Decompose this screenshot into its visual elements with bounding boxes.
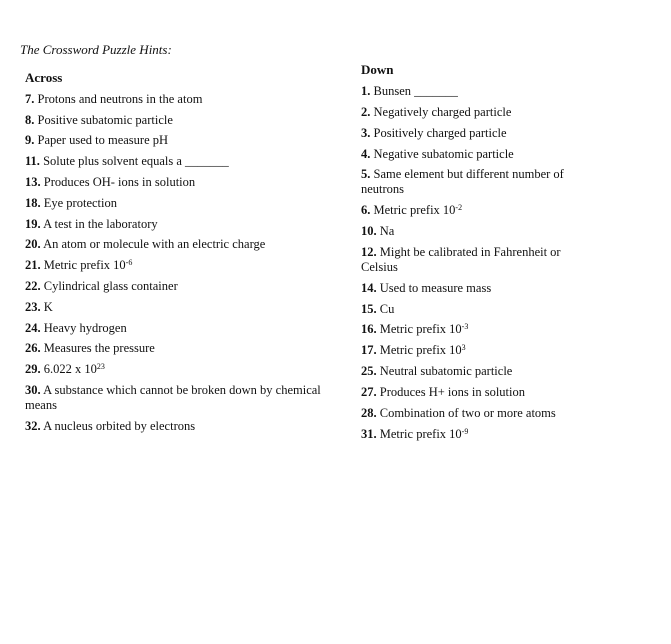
clue-number: 10. — [361, 224, 377, 238]
clue-number: 26. — [25, 341, 41, 355]
clue-number: 1. — [361, 84, 371, 98]
across-clue — [25, 92, 343, 107]
down-clue — [361, 281, 589, 296]
down-clue — [361, 167, 589, 197]
across-clue — [25, 321, 343, 336]
clue-number: 9. — [25, 133, 35, 147]
clue-text: Protons and neutrons in the atom — [37, 92, 203, 106]
down-clue — [361, 322, 589, 337]
clue-text: A substance which cannot be broken down by chemical means — [25, 383, 321, 412]
clue-text: Measures the pressure — [43, 341, 155, 355]
clue-number: 16. — [361, 322, 377, 336]
clue-number: 3. — [361, 126, 371, 140]
clue-text: Positively charged particle — [373, 126, 507, 140]
down-clue — [361, 364, 589, 379]
across-clue — [25, 175, 343, 190]
down-clue — [361, 343, 589, 358]
clue-number: 6. — [361, 203, 371, 217]
clue-exponent: -2 — [455, 203, 463, 212]
clue-number: 29. — [25, 362, 41, 376]
clue-text: Might be calibrated in Fahrenheit or Celsius — [361, 245, 561, 274]
clue-text: Metric prefix 10 — [373, 203, 456, 217]
clue-number: 21. — [25, 258, 41, 272]
clue-text: Produces H+ ions in solution — [379, 385, 525, 399]
clue-number: 7. — [25, 92, 35, 106]
clue-exponent: -6 — [125, 258, 133, 267]
clue-exponent: 23 — [96, 362, 105, 371]
across-clue — [25, 258, 343, 273]
clue-number: 13. — [25, 175, 41, 189]
clue-number: 5. — [361, 167, 371, 181]
clue-exponent: 3 — [461, 343, 466, 352]
clue-number: 4. — [361, 147, 371, 161]
clue-number: 23. — [25, 300, 41, 314]
down-clue — [361, 224, 589, 239]
clue-number: 11. — [25, 154, 40, 168]
across-clue — [25, 217, 343, 232]
clue-text: Eye protection — [43, 196, 117, 210]
clue-number: 22. — [25, 279, 41, 293]
clue-text: Bunsen _______ — [373, 84, 458, 98]
clue-text: Metric prefix 10 — [379, 343, 462, 357]
clue-number: 19. — [25, 217, 41, 231]
clue-text: Negative subatomic particle — [373, 147, 514, 161]
down-clue — [361, 147, 589, 162]
clue-text: 6.022 x 10 — [43, 362, 97, 376]
clue-text: Same element but different number of neutrons — [361, 167, 564, 196]
clue-text: Cu — [379, 302, 395, 316]
clue-number: 8. — [25, 113, 35, 127]
across-clue — [25, 341, 343, 356]
clue-text: Positive subatomic particle — [37, 113, 173, 127]
clue-text: K — [43, 300, 53, 314]
clue-number: 14. — [361, 281, 377, 295]
clue-number: 15. — [361, 302, 377, 316]
page-heading: The Crossword Puzzle Hints: — [20, 42, 172, 57]
clue-number: 25. — [361, 364, 377, 378]
clue-text: A test in the laboratory — [43, 217, 158, 231]
clue-text: Negatively charged particle — [373, 105, 512, 119]
clue-exponent: -9 — [461, 427, 469, 436]
down-clue — [361, 245, 589, 275]
across-title: Across — [25, 70, 63, 85]
clue-text: Metric prefix 10 — [379, 322, 462, 336]
across-clue — [25, 279, 343, 294]
clue-number: 31. — [361, 427, 377, 441]
across-clue — [25, 237, 343, 252]
clue-number: 2. — [361, 105, 371, 119]
across-clue — [25, 362, 343, 377]
across-clue — [25, 196, 343, 211]
clue-text: Metric prefix 10 — [43, 258, 126, 272]
clue-text: Metric prefix 10 — [379, 427, 462, 441]
across-clue — [25, 113, 343, 128]
clue-text: Na — [379, 224, 395, 238]
clue-text: Combination of two or more atoms — [379, 406, 556, 420]
clue-text: Solute plus solvent equals a _______ — [43, 154, 229, 168]
across-clue — [25, 300, 343, 315]
across-clue — [25, 133, 343, 148]
across-clue — [25, 383, 343, 413]
clue-text: Produces OH- ions in solution — [43, 175, 196, 189]
clue-text: Neutral subatomic particle — [379, 364, 513, 378]
down-clue — [361, 302, 589, 317]
clue-text: Cylindrical glass container — [43, 279, 178, 293]
down-title: Down — [361, 62, 394, 77]
clue-number: 12. — [361, 245, 377, 259]
across-clue — [25, 154, 343, 169]
clue-text: Heavy hydrogen — [43, 321, 127, 335]
down-clue — [361, 105, 589, 120]
clue-number: 18. — [25, 196, 41, 210]
down-clue — [361, 427, 589, 442]
down-clue — [361, 126, 589, 141]
clue-number: 24. — [25, 321, 41, 335]
clue-exponent: -3 — [461, 322, 469, 331]
down-clue — [361, 385, 589, 400]
clue-number: 20. — [25, 237, 41, 251]
clue-number: 30. — [25, 383, 41, 397]
down-clue — [361, 203, 589, 218]
down-clue — [361, 84, 589, 99]
clue-text: Used to measure mass — [379, 281, 492, 295]
clue-text: An atom or molecule with an electric charge — [43, 237, 266, 251]
clue-number: 28. — [361, 406, 377, 420]
clue-text: A nucleus orbited by electrons — [43, 419, 196, 433]
clue-number: 32. — [25, 419, 41, 433]
clue-text: Paper used to measure pH — [37, 133, 169, 147]
clue-number: 17. — [361, 343, 377, 357]
across-clue — [25, 419, 343, 434]
clue-number: 27. — [361, 385, 377, 399]
down-clue — [361, 406, 589, 421]
